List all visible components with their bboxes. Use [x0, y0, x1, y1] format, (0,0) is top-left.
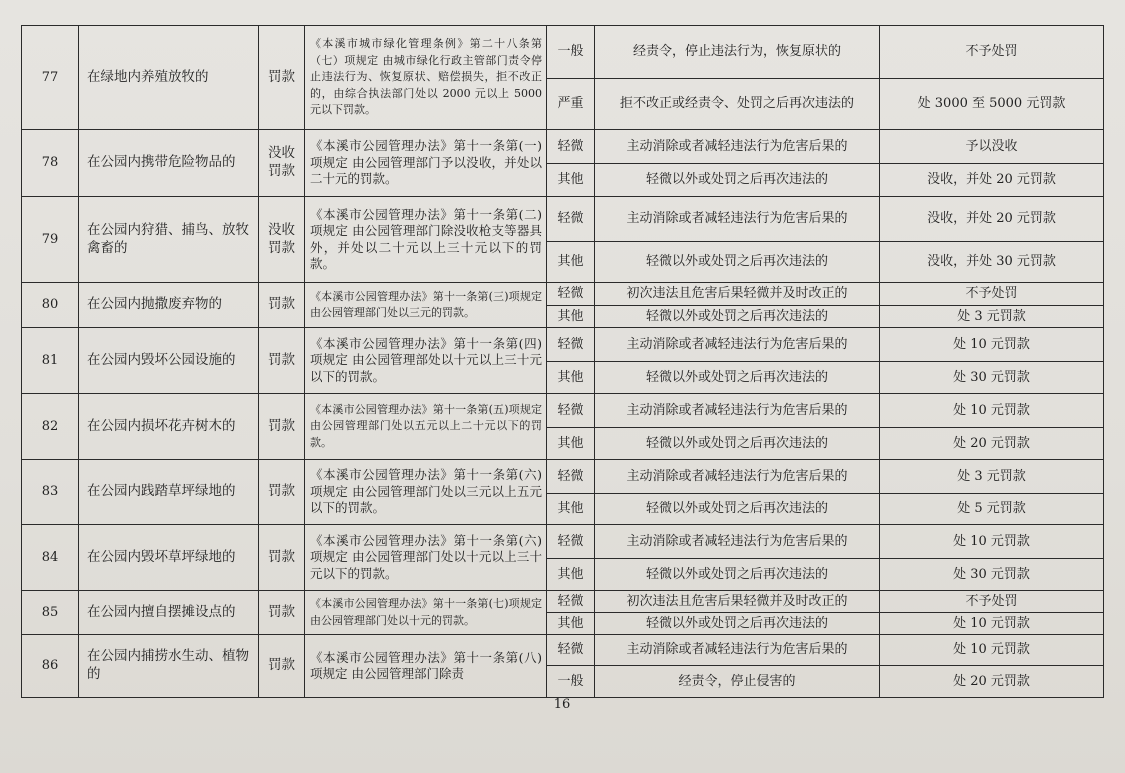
circumstance-cell: 主动消除或者减轻违法行为危害后果的 [595, 460, 880, 494]
violation-item-cell: 在公园内毁坏草坪绿地的 [79, 525, 259, 591]
penalty-type-cell: 罚款 [259, 394, 305, 460]
item-number-cell: 85 [22, 591, 79, 635]
penalty-standard-cell: 处 10 元罚款 [880, 525, 1104, 559]
severity-level-cell: 一般 [547, 26, 595, 79]
circumstance-cell: 轻微以外或处罚之后再次违法的 [595, 494, 880, 525]
severity-level-cell: 一般 [547, 666, 595, 698]
severity-level-cell: 其他 [547, 164, 595, 197]
circumstance-cell: 轻微以外或处罚之后再次违法的 [595, 362, 880, 394]
circumstance-cell: 轻微以外或处罚之后再次违法的 [595, 242, 880, 283]
severity-level-cell: 其他 [547, 362, 595, 394]
penalty-standard-cell: 不予处罚 [880, 591, 1104, 613]
violation-item-cell: 在公园内抛撒废弃物的 [79, 283, 259, 328]
penalty-standard-cell: 处 30 元罚款 [880, 362, 1104, 394]
severity-level-cell: 其他 [547, 306, 595, 328]
severity-level-cell: 严重 [547, 79, 595, 130]
penalty-standard-cell: 处 10 元罚款 [880, 613, 1104, 635]
severity-level-cell: 其他 [547, 559, 595, 591]
circumstance-cell: 主动消除或者减轻违法行为危害后果的 [595, 328, 880, 362]
penalty-type-cell: 罚款 [259, 283, 305, 328]
circumstance-cell: 主动消除或者减轻违法行为危害后果的 [595, 197, 880, 242]
circumstance-cell: 主动消除或者减轻违法行为危害后果的 [595, 525, 880, 559]
severity-level-cell: 轻微 [547, 460, 595, 494]
penalty-standard-cell: 没收，并处 20 元罚款 [880, 197, 1104, 242]
table-row [22, 283, 1104, 306]
circumstance-cell: 轻微以外或处罚之后再次违法的 [595, 559, 880, 591]
severity-level-cell: 轻微 [547, 283, 595, 306]
penalty-type-cell: 没收罚款 [259, 130, 305, 197]
item-number-cell: 83 [22, 460, 79, 525]
circumstance-cell: 轻微以外或处罚之后再次违法的 [595, 613, 880, 635]
circumstance-cell: 轻微以外或处罚之后再次违法的 [595, 428, 880, 460]
penalty-standard-cell: 处 3 元罚款 [880, 460, 1104, 494]
table-row [22, 525, 1104, 559]
table-row [22, 328, 1104, 362]
violation-item-cell: 在绿地内养殖放牧的 [79, 26, 259, 130]
penalty-standard-cell: 不予处罚 [880, 26, 1104, 79]
legal-basis-cell: 《本溪市公园管理办法》第十一条第(一)项规定 由公园管理部门予以没收，并处以二十元的罚款。 [305, 130, 547, 197]
page-number: 16 [553, 697, 571, 712]
penalty-standard-cell: 处 10 元罚款 [880, 394, 1104, 428]
penalty-type-cell: 罚款 [259, 460, 305, 525]
legal-basis-cell: 《本溪市城市绿化管理条例》第二十八条第（七）项规定 由城市绿化行政主管部门责令停止违法行为、恢复原状、赔偿损失，拒不改正的，由综合执法部门处以 2000 元以上 5000 元以下罚款。 [305, 26, 547, 130]
legal-basis-cell: 《本溪市公园管理办法》第十一条第(六)项规定 由公园管理部门处以十元以上三十元以下的罚款。 [305, 525, 547, 591]
table-body [22, 26, 1104, 698]
penalty-type-cell: 罚款 [259, 525, 305, 591]
penalty-type-cell: 没收罚款 [259, 197, 305, 283]
severity-level-cell: 轻微 [547, 525, 595, 559]
table-row [22, 130, 1104, 164]
circumstance-cell: 初次违法且危害后果轻微并及时改正的 [595, 283, 880, 306]
penalty-standard-cell: 处 30 元罚款 [880, 559, 1104, 591]
penalty-standard-cell: 没收，并处 20 元罚款 [880, 164, 1104, 197]
circumstance-cell: 经责令，停止违法行为，恢复原状的 [595, 26, 880, 79]
item-number-cell: 77 [22, 26, 79, 130]
table-row [22, 460, 1104, 494]
violation-item-cell: 在公园内狩猎、捕鸟、放牧禽畜的 [79, 197, 259, 283]
table-row [22, 26, 1104, 79]
severity-level-cell: 轻微 [547, 328, 595, 362]
item-number-cell: 82 [22, 394, 79, 460]
table-row [22, 635, 1104, 666]
legal-basis-cell: 《本溪市公园管理办法》第十一条第(二)项规定 由公园管理部门除没收枪支等器具外，并处以二十元以上三十元以下的罚款。 [305, 197, 547, 283]
violation-item-cell: 在公园内携带危险物品的 [79, 130, 259, 197]
legal-basis-cell: 《本溪市公园管理办法》第十一条第(六)项规定 由公园管理部门处以三元以上五元以下的罚款。 [305, 460, 547, 525]
severity-level-cell: 轻微 [547, 394, 595, 428]
table-row [22, 197, 1104, 242]
penalty-standard-cell: 处 3 元罚款 [880, 306, 1104, 328]
circumstance-cell: 主动消除或者减轻违法行为危害后果的 [595, 635, 880, 666]
violation-item-cell: 在公园内践踏草坪绿地的 [79, 460, 259, 525]
item-number-cell: 80 [22, 283, 79, 328]
penalty-standard-cell: 处 10 元罚款 [880, 635, 1104, 666]
severity-level-cell: 其他 [547, 242, 595, 283]
item-number-cell: 84 [22, 525, 79, 591]
table-row [22, 591, 1104, 613]
circumstance-cell: 经责令，停止侵害的 [595, 666, 880, 698]
penalty-standard-cell: 不予处罚 [880, 283, 1104, 306]
penalty-standards-table [21, 25, 1104, 698]
severity-level-cell: 轻微 [547, 197, 595, 242]
penalty-type-cell: 罚款 [259, 26, 305, 130]
circumstance-cell: 初次违法且危害后果轻微并及时改正的 [595, 591, 880, 613]
penalty-standard-cell: 处 10 元罚款 [880, 328, 1104, 362]
violation-item-cell: 在公园内毁坏公园设施的 [79, 328, 259, 394]
severity-level-cell: 轻微 [547, 635, 595, 666]
item-number-cell: 78 [22, 130, 79, 197]
severity-level-cell: 轻微 [547, 130, 595, 164]
penalty-type-cell: 罚款 [259, 635, 305, 698]
penalty-standard-cell: 处 20 元罚款 [880, 428, 1104, 460]
severity-level-cell: 轻微 [547, 591, 595, 613]
circumstance-cell: 主动消除或者减轻违法行为危害后果的 [595, 394, 880, 428]
table-row [22, 394, 1104, 428]
circumstance-cell: 轻微以外或处罚之后再次违法的 [595, 164, 880, 197]
violation-item-cell: 在公园内擅自摆摊设点的 [79, 591, 259, 635]
severity-level-cell: 其他 [547, 613, 595, 635]
legal-basis-cell: 《本溪市公园管理办法》第十一条第(八)项规定 由公园管理部门除责 [305, 635, 547, 698]
legal-basis-cell: 《本溪市公园管理办法》第十一条第(七)项规定 由公园管理部门处以十元的罚款。 [305, 591, 547, 635]
legal-basis-cell: 《本溪市公园管理办法》第十一条第(五)项规定 由公园管理部门处以五元以上二十元以下的罚款。 [305, 394, 547, 460]
violation-item-cell: 在公园内捕捞水生动、植物的 [79, 635, 259, 698]
penalty-type-cell: 罚款 [259, 591, 305, 635]
penalty-standard-cell: 处 3000 至 5000 元罚款 [880, 79, 1104, 130]
item-number-cell: 81 [22, 328, 79, 394]
legal-basis-cell: 《本溪市公园管理办法》第十一条第(三)项规定 由公园管理部门处以三元的罚款。 [305, 283, 547, 328]
violation-item-cell: 在公园内损坏花卉树木的 [79, 394, 259, 460]
item-number-cell: 86 [22, 635, 79, 698]
circumstance-cell: 主动消除或者减轻违法行为危害后果的 [595, 130, 880, 164]
legal-basis-cell: 《本溪市公园管理办法》第十一条第(四)项规定 由公园管理部处以十元以上三十元以下的罚款。 [305, 328, 547, 394]
penalty-standard-cell: 没收，并处 30 元罚款 [880, 242, 1104, 283]
circumstance-cell: 轻微以外或处罚之后再次违法的 [595, 306, 880, 328]
item-number-cell: 79 [22, 197, 79, 283]
severity-level-cell: 其他 [547, 494, 595, 525]
severity-level-cell: 其他 [547, 428, 595, 460]
circumstance-cell: 拒不改正或经责令、处罚之后再次违法的 [595, 79, 880, 130]
penalty-standard-cell: 予以没收 [880, 130, 1104, 164]
penalty-type-cell: 罚款 [259, 328, 305, 394]
penalty-standard-cell: 处 20 元罚款 [880, 666, 1104, 698]
penalty-standard-cell: 处 5 元罚款 [880, 494, 1104, 525]
